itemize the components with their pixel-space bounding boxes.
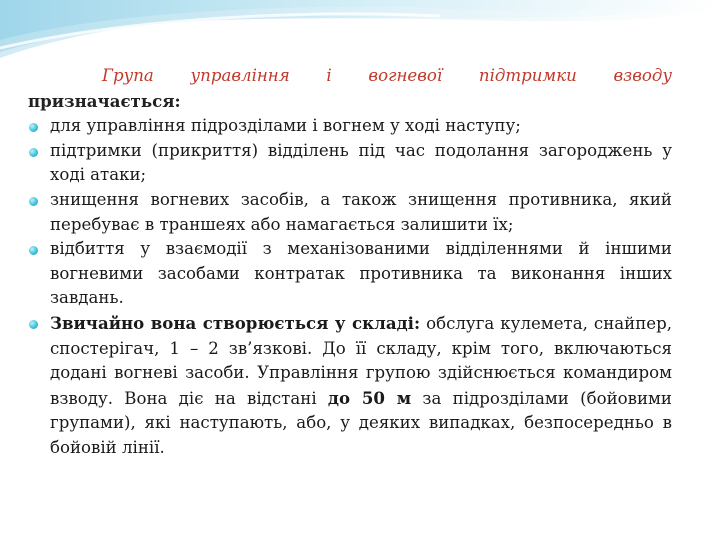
heading-continuation: призначається: xyxy=(28,90,181,111)
heading-title: Група управління і вогневої підтримки взводу xyxy=(102,66,672,85)
list-item xyxy=(28,188,672,237)
bullet-dot-icon xyxy=(29,197,38,206)
list-item xyxy=(28,237,672,311)
list-item-text: обслуга кулемета, снайпер, спостерігач, 1 – 2 зв’язкові. До її складу, крім того, включаються додані вогневі засоби. Управління групою здійснюється командиром взводу. Вона діє на відстані xyxy=(50,313,672,408)
list-item-bold-lead: Звичайно вона створюється у складі: xyxy=(50,312,421,333)
slide-body xyxy=(28,64,672,461)
bullet-dot-icon xyxy=(29,320,38,329)
bullet-list xyxy=(28,114,672,460)
list-item-text: для управління підрозділами і вогнем у ході наступу; xyxy=(50,116,521,136)
bullet-dot-icon xyxy=(29,148,38,157)
list-item-text: за підрозділами (бойовими групами), які наступають, або, у деяких випадках, безпосередньо в бойовій лінії. xyxy=(50,388,672,457)
list-item-text: відбиття у взаємодії з механізованими відділеннями й іншими вогневими засобами контратак противника та виконання інших завдань. xyxy=(50,239,672,308)
list-item-text: підтримки (прикриття) відділень під час подолання загороджень у ході атаки; xyxy=(50,140,672,185)
list-item xyxy=(28,139,672,188)
slide-heading xyxy=(28,64,672,114)
list-item xyxy=(28,311,672,461)
list-item-bold-distance: до 50 м xyxy=(327,387,412,408)
list-item xyxy=(28,114,672,139)
list-item-text: знищення вогневих засобів, а також знищення противника, який перебуває в траншеях або намагається залишити їх; xyxy=(50,189,672,234)
bullet-dot-icon xyxy=(29,123,38,132)
bullet-dot-icon xyxy=(29,246,38,255)
